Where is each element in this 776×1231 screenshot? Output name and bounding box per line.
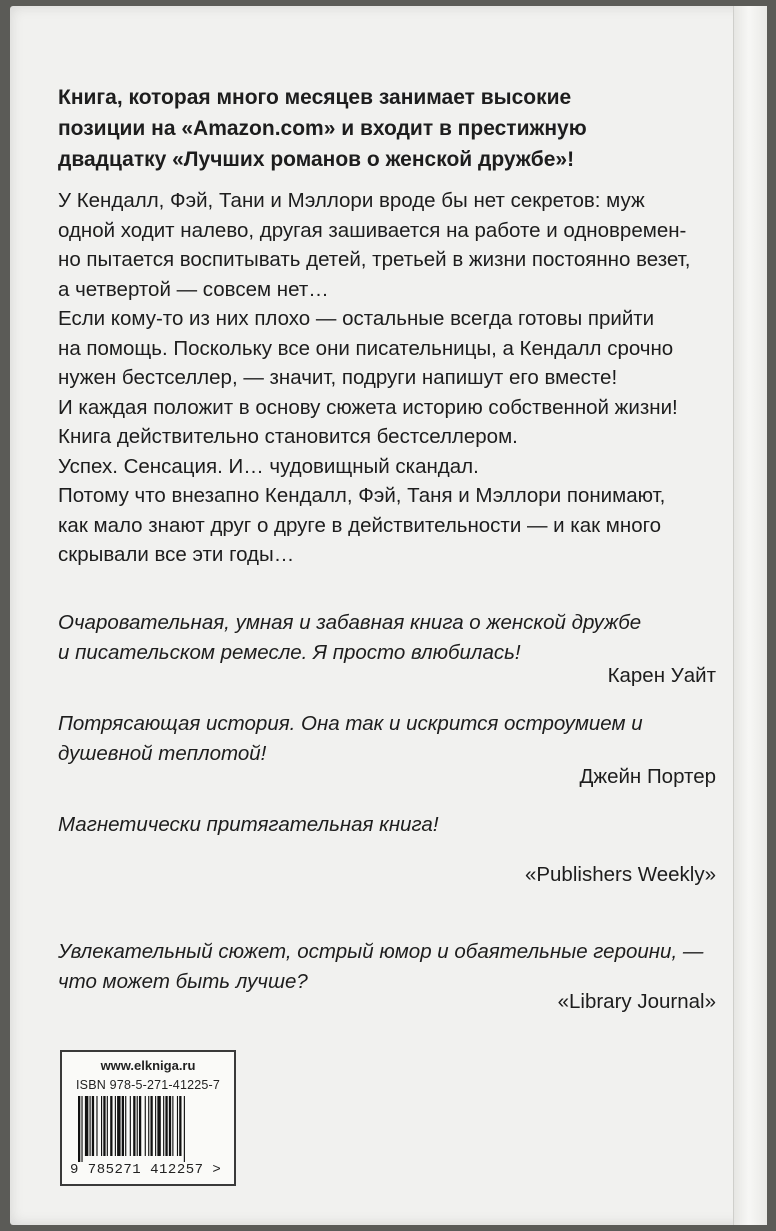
quote-line: и писательском ремесле. Я просто влюбилась! [58,640,521,664]
synopsis-line: но пытается воспитывать детей, третьей в жизни постоянно везет, [58,248,691,271]
review-author: Джейн Портер [579,765,716,788]
synopsis [58,186,728,570]
review-quote [58,810,718,840]
review-quote [58,709,718,768]
quote-line: Очаровательная, умная и забавная книга о женской дружбе [58,611,642,634]
synopsis-line: Книга действительно становится бестселлером. [58,425,518,448]
synopsis-line: скрывали все эти годы… [58,543,295,566]
synopsis-line: И каждая положит в основу сюжета историю собственной жизни! [58,395,678,419]
barcode-box [60,1050,236,1186]
synopsis-line: на помощь. Поскольку все они писательницы, а Кендалл срочно [58,336,674,360]
review-author: Карен Уайт [607,664,716,687]
quote-line: Магнетически притягательная книга! [58,813,439,836]
synopsis-line: нужен бестселлер, — значит, подруги напишут его вместе! [58,366,618,389]
barcode-icon [78,1096,220,1162]
synopsis-line: одной ходит налево, другая зашивается на работе и одновремен- [58,218,687,242]
review-quote [58,608,718,667]
book-spine-edge [733,6,767,1225]
synopsis-line: Если кому-то из них плохо — остальные всегда готовы прийти [58,307,655,330]
quote-line: душевной теплотой! [58,741,267,765]
quote-line: что может быть лучше? [58,969,308,993]
review-author: «Library Journal» [557,990,716,1013]
barcode-digits: 9 785271 412257 > [70,1162,222,1178]
synopsis-line: Успех. Сенсация. И… чудовищный скандал. [58,454,479,478]
lead-line: позиции на «Amazon.com» и входит в престижную [58,117,587,140]
synopsis-line: У Кендалл, Фэй, Тани и Мэллори вроде бы нет секретов: муж [58,189,645,212]
isbn-number: ISBN 978-5-271-41225-7 [76,1078,221,1092]
review-author: «Publishers Weekly» [524,863,716,886]
lead-paragraph [58,82,618,175]
synopsis-line: а четвертой — совсем нет… [58,277,329,301]
lead-line: двадцатку «Лучших романов о женской дружбе»! [58,148,575,171]
publisher-url: www.elkniga.ru [100,1058,196,1073]
quote-line: Потрясающая история. Она так и искрится остроумием и [58,712,643,735]
lead-line: Книга, которая много месяцев занимает высокие [58,86,572,109]
synopsis-line: как мало знают друг о друге в действительности — и как много [58,513,662,537]
quote-line: Увлекательный сюжет, острый юмор и обаятельные героини, — [58,940,704,963]
synopsis-line: Потому что внезапно Кендалл, Фэй, Таня и Мэллори понимают, [58,484,666,507]
